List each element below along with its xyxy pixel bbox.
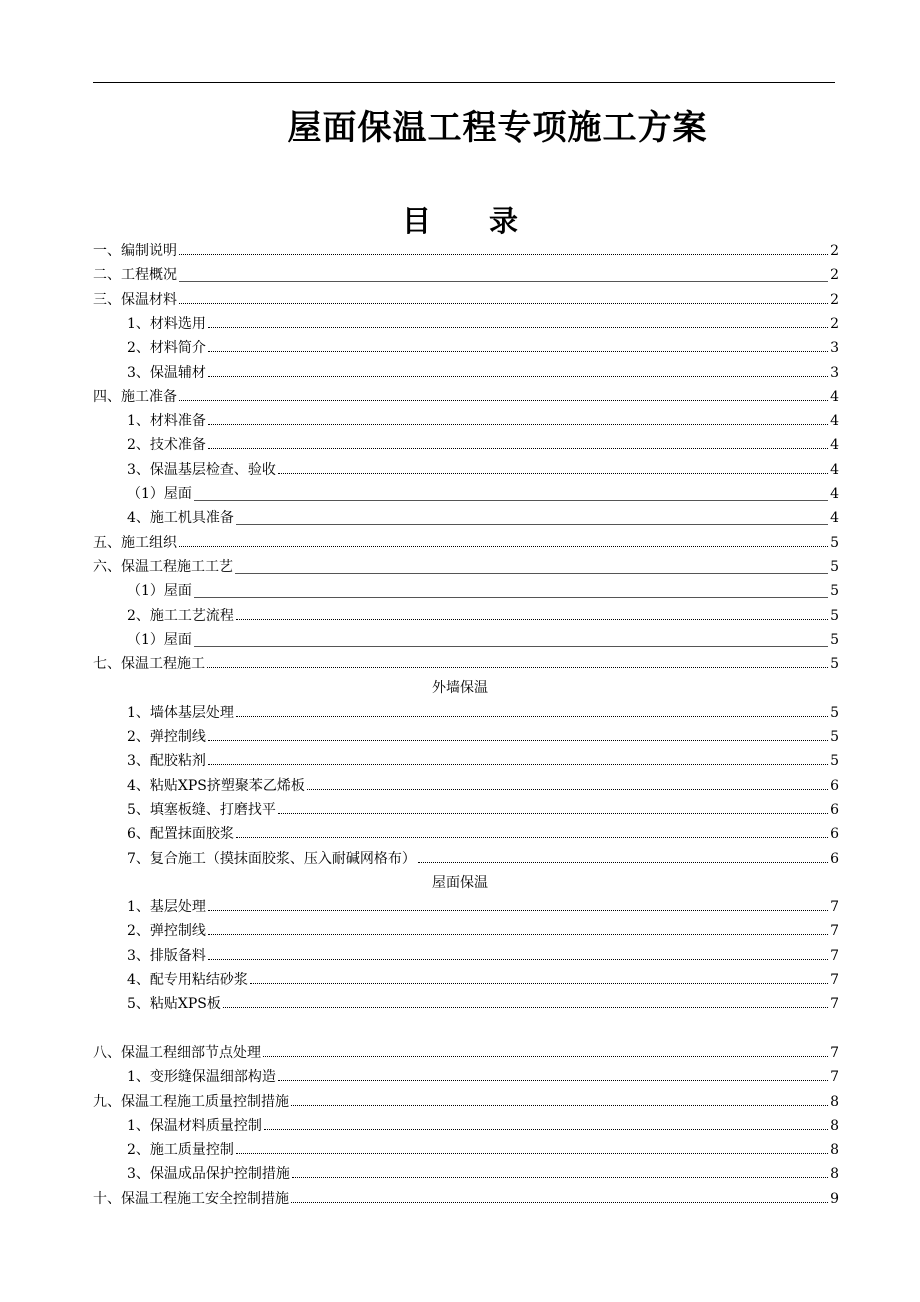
toc-entry[interactable] [93, 630, 839, 654]
toc-entry[interactable] [93, 703, 839, 727]
toc-entry-label: 4、配专用粘结砂浆 [127, 972, 248, 988]
toc-entry-label: 八、保温工程细部节点处理 [93, 1044, 261, 1061]
toc-entry-label: 1、材料选用 [127, 315, 206, 332]
toc-leader [208, 751, 828, 765]
toc-entry[interactable] [93, 508, 839, 532]
toc-page-number: 8 [830, 1117, 839, 1134]
toc-page-number: 7 [830, 1069, 839, 1086]
toc-page-number: 4 [830, 510, 839, 527]
toc-entry[interactable] [93, 533, 839, 557]
toc-leader [223, 994, 828, 1008]
toc-section-caption: 屋面保温 [432, 874, 488, 891]
toc-entry[interactable] [93, 994, 839, 1018]
toc-page-number: 6 [830, 826, 839, 843]
toc-leader [235, 557, 828, 574]
toc-entry[interactable] [93, 800, 839, 824]
toc-page-number: 7 [830, 923, 839, 940]
toc-leader [179, 265, 828, 282]
toc-leader [208, 921, 828, 935]
toc-entry[interactable] [93, 654, 839, 678]
toc-entry-label: 3、排版备料 [127, 947, 206, 964]
toc-page-number: 8 [830, 1093, 839, 1110]
toc-page-number: 4 [830, 486, 839, 502]
toc-entry[interactable] [93, 241, 839, 265]
toc-entry-label: 4、施工机具准备 [127, 510, 234, 527]
document-title: 屋面保温工程专项施工方案 [287, 108, 708, 148]
toc-entry[interactable] [93, 363, 839, 387]
toc-leader [278, 1067, 828, 1081]
toc-page-number: 7 [830, 899, 839, 916]
toc-page-number: 6 [830, 850, 839, 867]
toc-page-number: 5 [830, 704, 839, 721]
toc-leader [250, 970, 828, 984]
toc-page-number: 5 [830, 656, 839, 673]
toc-entry-label: 五、施工组织 [93, 534, 177, 551]
toc-entry-label: 3、保温成品保护控制措施 [127, 1166, 290, 1183]
toc-entry-label: 六、保温工程施工工艺 [93, 558, 233, 575]
toc-entry-label: 七、保温工程施工 [93, 656, 205, 673]
toc-leader [236, 508, 828, 525]
toc-entry-label: （1）屋面 [127, 583, 192, 600]
toc-leader [418, 849, 828, 863]
toc-entry[interactable] [93, 1164, 839, 1188]
toc-leader [236, 824, 828, 838]
toc-entry[interactable] [93, 970, 839, 994]
toc-leader [292, 1164, 828, 1178]
toc-entry-label: 3、保温基层检查、验收 [127, 461, 276, 478]
toc-leader [208, 338, 828, 352]
toc-entry[interactable] [93, 1189, 839, 1213]
toc-entry-label: 1、墙体基层处理 [127, 704, 234, 721]
toc-entry-label: 1、变形缝保温细部构造 [127, 1069, 276, 1086]
toc-leader [307, 776, 828, 790]
toc-leader [291, 1092, 828, 1106]
toc-entry[interactable] [93, 921, 839, 945]
toc-page-number: 8 [830, 1142, 839, 1159]
toc-entry[interactable] [93, 1043, 839, 1067]
toc-leader [208, 411, 828, 425]
toc-leader [179, 533, 828, 547]
toc-page-number: 2 [830, 291, 839, 308]
toc-entry[interactable] [93, 849, 839, 873]
toc-entry[interactable] [93, 484, 839, 508]
toc-heading: 目 录 [401, 204, 543, 238]
toc-page-number: 7 [830, 947, 839, 964]
toc-entry-label: 十、保温工程施工安全控制措施 [93, 1190, 289, 1207]
toc-entry[interactable] [93, 387, 839, 411]
toc-page-number: 3 [830, 340, 839, 357]
toc-entry[interactable] [93, 946, 839, 970]
toc-leader [236, 606, 828, 620]
toc-leader [236, 1140, 828, 1154]
toc-leader [179, 241, 828, 255]
toc-entry-label: 1、基层处理 [127, 899, 206, 916]
toc-entry-label: 一、编制说明 [93, 243, 177, 259]
toc-page-number: 5 [830, 753, 839, 770]
toc-entry-label: 九、保温工程施工质量控制措施 [93, 1093, 289, 1110]
toc-leader [179, 290, 828, 304]
toc-entry[interactable] [93, 1140, 839, 1164]
toc-leader [207, 654, 828, 668]
toc-page-number: 4 [830, 437, 839, 454]
toc-leader [263, 1043, 828, 1057]
toc-leader [208, 363, 828, 377]
toc-entry[interactable] [93, 265, 839, 289]
toc-page-number: 6 [830, 777, 839, 794]
toc-page-number: 9 [830, 1190, 839, 1207]
toc-entry-label: （1）屋面 [127, 486, 192, 502]
toc-entry[interactable] [93, 897, 839, 921]
toc-entry-label: 二、工程概况 [93, 267, 177, 284]
toc-entry[interactable] [93, 557, 839, 581]
toc-entry[interactable] [93, 727, 839, 751]
toc-entry[interactable] [93, 581, 839, 605]
toc-entry-label: 7、复合施工（摸抹面胶浆、压入耐碱网格布） [127, 850, 416, 867]
toc-entry-label: 6、配置抹面胶浆 [127, 826, 234, 843]
toc-entry[interactable] [93, 314, 839, 338]
toc-entry-label: 1、保温材料质量控制 [127, 1117, 262, 1134]
toc-page-number: 5 [830, 631, 839, 648]
toc-page-number: 3 [830, 364, 839, 381]
toc-page-number: 5 [830, 583, 839, 600]
toc-entry-label: 2、施工工艺流程 [127, 607, 234, 624]
toc-leader [179, 387, 828, 401]
toc-page-number: 5 [830, 534, 839, 551]
toc-entry-label: 2、技术准备 [127, 437, 206, 454]
toc-entry-label: 四、施工准备 [93, 388, 177, 405]
toc-leader [194, 581, 828, 598]
toc-page-number: 5 [830, 607, 839, 624]
toc-leader [194, 630, 828, 647]
toc-page-number: 5 [830, 558, 839, 575]
toc-entry-label: 2、弹控制线 [127, 729, 206, 745]
toc-page-number: 8 [830, 1166, 839, 1183]
toc-page-number: 4 [830, 461, 839, 478]
toc-page-number: 2 [830, 267, 839, 284]
toc-leader [208, 727, 828, 741]
toc-entry-label: 3、配胶粘剂 [127, 753, 206, 770]
toc-entry-label: （1）屋面 [127, 631, 192, 648]
toc-page-number: 7 [830, 1044, 839, 1061]
toc-entry-label: 2、弹控制线 [127, 923, 206, 940]
toc-entry[interactable] [93, 460, 839, 484]
toc-section-caption: 外墙保温 [432, 680, 488, 697]
toc-leader [194, 484, 828, 501]
toc-entry[interactable] [93, 776, 839, 800]
toc-entry[interactable] [93, 338, 839, 362]
toc-entry[interactable] [93, 1092, 839, 1116]
toc-entry-label: 3、保温辅材 [127, 364, 206, 381]
toc-entry-label: 2、材料简介 [127, 340, 206, 357]
toc-page-number: 4 [830, 388, 839, 405]
header-rule [93, 82, 835, 83]
toc-leader [208, 897, 828, 911]
toc-entry-label: 5、粘贴XPS板 [127, 996, 221, 1013]
toc-page-number: 5 [830, 729, 839, 745]
toc-page-number: 2 [830, 315, 839, 332]
toc-page-number: 7 [830, 972, 839, 988]
toc-entry[interactable] [93, 290, 839, 314]
toc-leader [278, 800, 828, 814]
toc-entry[interactable] [93, 1116, 839, 1140]
toc-leader [208, 946, 828, 960]
toc-leader [208, 314, 828, 328]
toc-entry[interactable] [93, 751, 839, 775]
toc-leader [264, 1116, 828, 1130]
toc-entry[interactable] [93, 435, 839, 459]
toc-leader [278, 460, 828, 474]
toc-entry-label: 5、填塞板缝、打磨找平 [127, 801, 276, 818]
toc-leader [291, 1189, 828, 1203]
toc-entry[interactable] [93, 824, 839, 848]
toc-entry-label: 4、粘贴XPS挤塑聚苯乙烯板 [127, 777, 305, 794]
toc-page-number: 2 [830, 243, 839, 259]
toc-entry-label: 三、保温材料 [93, 291, 177, 308]
toc-entry[interactable] [93, 1067, 839, 1091]
toc-leader [236, 703, 828, 717]
toc-page-number: 6 [830, 801, 839, 818]
toc-entry[interactable] [93, 411, 839, 435]
toc-entry-label: 1、材料准备 [127, 413, 206, 430]
toc-entry[interactable] [93, 606, 839, 630]
toc-entry-label: 2、施工质量控制 [127, 1142, 234, 1159]
toc-leader [208, 435, 828, 449]
toc-page-number: 7 [830, 996, 839, 1013]
toc-page-number: 4 [830, 413, 839, 430]
